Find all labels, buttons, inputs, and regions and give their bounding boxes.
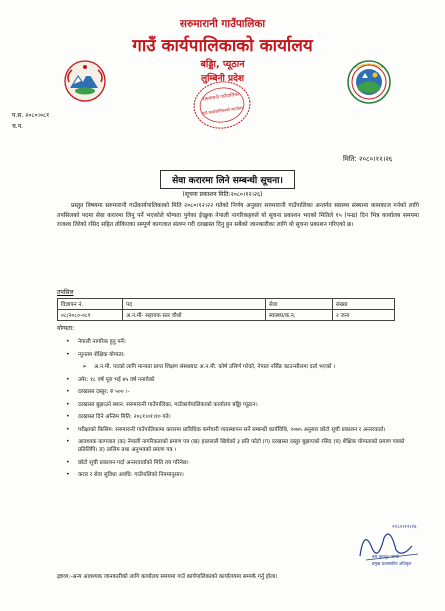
publication-date: (सूचना प्रकाशन मिति:२०८०।१२।२६): [182, 191, 263, 198]
office-location: बड्डिा, प्यूठान: [200, 59, 245, 70]
list-item: ➢ अ.न.मी. पदको लागि मान्यता प्राप्त शिक्षण संस्थाबाट अ.न.मी. कोर्ष उत्तिर्ण गरेको, नेपाल नर्सिङ काउन्सीलमा दर्ता भएको ।: [82, 363, 336, 370]
bullet-icon: •: [66, 375, 70, 383]
list-item: • आवश्यक कागजात (क) नेपाली नागरिकताको प्रमाण पत्र (ख) हालसालै खिचेको ३ प्रति फोटो (ग) दरखास्त दस्तुर बुझाएको रसिद (घ) शैक्षिक योग्यताको प्रमाण पत्रको प्रतिलिपि। ङ) तालिम तथा अनुभवको प्रमाण पत्र ।: [66, 438, 405, 454]
table-cell: ०८/२०८०-०८१: [58, 310, 123, 321]
requirements-list: [66, 338, 420, 484]
stamp-text: सरुमारानी गाउँपालिका: [202, 92, 240, 103]
table-header: संख्या: [333, 299, 395, 310]
arrow-icon: ➢: [82, 363, 88, 370]
bullet-icon: •: [66, 350, 70, 358]
bullet-icon: •: [66, 471, 70, 479]
list-item: • उमेर: १८ वर्ष पूरा भई ४५ वर्ष ननाघेको: [66, 375, 155, 383]
office-name: गाउँ कार्यपालिकाको कार्यालय: [132, 36, 313, 56]
letter-date: मिति: २०८०।१२।२६: [343, 155, 393, 163]
list-item: • दरखास्त बुझाउने स्थान: सरुमारानी गाउँपालिका, गाउँकार्यपालिकाको कार्यालय बड्डिा प्यूठान।: [66, 400, 258, 408]
bullet-icon: •: [66, 400, 70, 408]
list-item: • नेपाली नागरिक हुनु पर्ने।: [66, 338, 126, 345]
list-item: • दरखास्त दिने अन्तिम मिति: २०८१।०१।१० गते।: [66, 413, 171, 420]
footer-note: द्रष्टव्य:-अन्य आवश्यक जानकारीको लागि कार्यालय समयमा गाउँ कार्यपालिकाको कार्यालयमा सम्पर्क गर्नु होला।: [57, 574, 278, 580]
list-item: • छोटो सूची प्रकाशन गर्दा अन्तरवार्ताको मिति तय गरिनेछ।: [66, 458, 189, 466]
signature: [352, 518, 432, 568]
list-item: • परीक्षाको किसिम: सरुमारानी गाउँपालिकामा करारमा प्राविधिक कर्मचारी व्यवस्थापन सर्ने सम्बन्धी कार्यविधि, २०७५ अनुसार छोटो सूची प्रकाशन र अन्तरवार्ता।: [66, 425, 386, 433]
table-header: पद: [123, 299, 266, 310]
signature-date: २०८०।१२।२६: [392, 524, 417, 530]
office-stamp: [189, 76, 255, 134]
table-header: विज्ञापन नं.: [58, 299, 123, 310]
signatory-name: बम बहादुर पाण्डे: [372, 555, 399, 560]
table-cell: स्वास्थ्य/क.न,: [266, 310, 333, 321]
table-cell: २ जना: [333, 310, 395, 321]
list-item: • दरखास्त दस्तुर: रु ५०० ।-: [66, 388, 130, 395]
reference-number: प.स. २०८०।०८१: [12, 112, 50, 119]
qualifications-label: योग्यता:: [57, 325, 75, 332]
stamp-subtext: गाउँ कार्यपालिकाको कार्यालय: [201, 105, 245, 116]
bullet-icon: •: [66, 338, 70, 345]
bullet-icon: •: [66, 458, 70, 466]
bullet-icon: •: [66, 413, 70, 420]
header-divider: [0, 106, 445, 107]
intro-paragraph: प्रस्तुत विषयमा सरुमारानी गाउँकार्यपालिकाको मिति २०८०।१२।२२ गतेको निर्णय अनुसार सरुमारानी गाउँपालिका अन्तर्गत स्वास्थ्य संस्थामा कामकाज गर्नको लागि तपसिलको पदमा सेवा करारमा लिनु पर्ने भएकोले योग्यता पुगेका ईच्छुक नेपाली नागरिकहरुले यो सूचना प्रकाशन भएको मितिले १५ (पन्ध्र) दिन भित्र कार्यालय समयमा राजश्व तिरेको रसिद सहित तोकिएका सम्पूर्ण कागजात संलग्न गरी दरखास्त दिनु हुन सबैको जानकारीका लागि यो सूचना प्रकाशन गरिएको छ।: [57, 203, 419, 229]
bullet-icon: •: [66, 438, 70, 445]
table-cell: अ.न.मी- सहायक स्तर चौथो: [123, 310, 266, 321]
list-item: • न्युनतम शैक्षिक योग्यता:: [66, 350, 125, 358]
notice-title: सेवा करारमा लिने सम्बन्धी सूचना।: [160, 170, 295, 189]
details-label: तपसिल: [57, 289, 74, 296]
table-header: सेवा: [266, 299, 333, 310]
bullet-icon: •: [66, 388, 70, 395]
table-row: [58, 310, 395, 321]
bullet-icon: •: [66, 425, 70, 433]
org-name: सरुमारानी गाउँपालिका: [179, 18, 266, 30]
province-name: लुम्बिनी प्रदेश: [201, 74, 244, 84]
signatory-title: प्रमुख प्रशासकीय अधिकृत: [372, 561, 412, 566]
table-header-row: [58, 299, 395, 310]
list-item: • करार र सेवा सुविधा अवधि: गाउँपालिको नियमानुसार।: [66, 471, 184, 479]
vacancy-table: [57, 298, 395, 321]
dispatch-number: च.न.: [12, 123, 23, 130]
